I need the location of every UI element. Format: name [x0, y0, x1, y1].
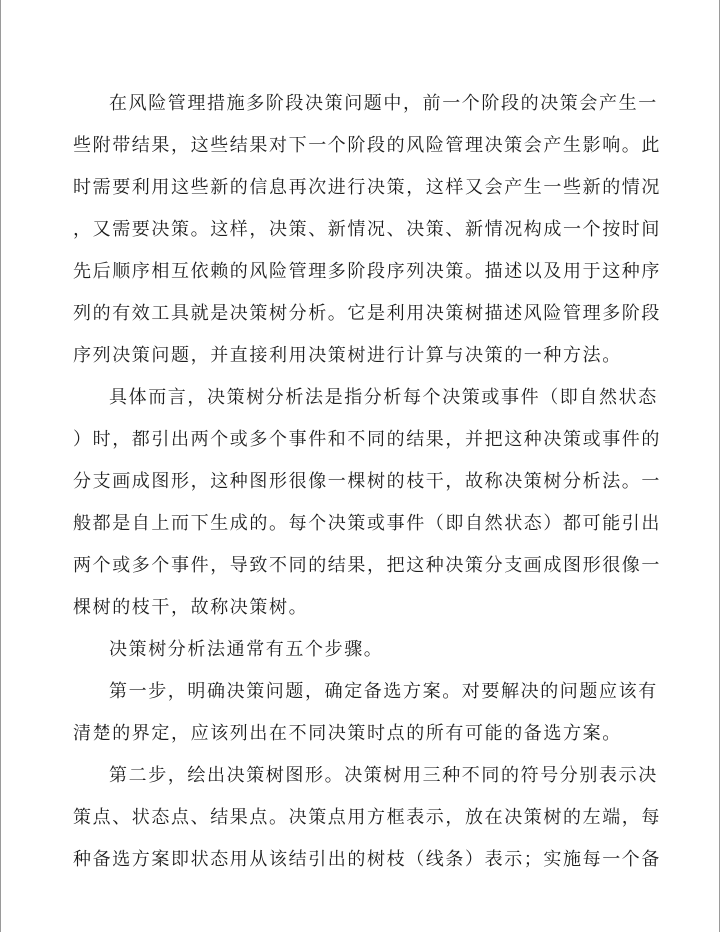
text-line: 分支画成图形，这种图形很像一棵树的枝干，故称决策树分析法。一 — [73, 471, 661, 492]
text-line: 棵树的枝干，故称决策树。 — [73, 597, 309, 618]
text-line: 先后顺序相互依赖的风险管理多阶段序列决策。描述以及用于这种序 — [73, 261, 661, 282]
text-line: 清楚的界定，应该列出在不同决策时点的所有可能的备选方案。 — [73, 723, 622, 744]
text-line: 两个或多个事件，导致不同的结果，把这种决策分支画成图形很像一 — [73, 555, 661, 576]
text-line: 第一步，明确决策问题，确定备选方案。对要解决的问题应该有 — [109, 681, 658, 702]
text-line: 种备选方案即状态用从该结引出的树枝（线条）表示；实施每一个备 — [73, 849, 661, 870]
text-line: 决策树分析法通常有五个步骤。 — [109, 639, 384, 660]
text-line: 具体而言，决策树分析法是指分析每个决策或事件（即自然状态 — [109, 387, 658, 408]
text-line: ，又需要决策。这样，决策、新情况、决策、新情况构成一个按时间 — [73, 219, 661, 240]
text-line: ）时，都引出两个或多个事件和不同的结果，并把这种决策或事件的 — [73, 429, 661, 450]
text-line: 第二步，绘出决策树图形。决策树用三种不同的符号分别表示决 — [109, 765, 658, 786]
text-line: 策点、状态点、结果点。决策点用方框表示，放在决策树的左端，每 — [73, 807, 661, 828]
text-line: 时需要利用这些新的信息再次进行决策，这样又会产生一些新的情况 — [73, 177, 661, 198]
text-line: 般都是自上而下生成的。每个决策或事件（即自然状态）都可能引出 — [73, 513, 661, 534]
text-line: 些附带结果，这些结果对下一个阶段的风险管理决策会产生影响。此 — [73, 135, 661, 156]
text-line: 序列决策问题，并直接利用决策树进行计算与决策的一种方法。 — [73, 345, 622, 366]
text-line: 列的有效工具就是决策树分析。它是利用决策树描述风险管理多阶段 — [73, 303, 661, 324]
text-line: 在风险管理措施多阶段决策问题中，前一个阶段的决策会产生一 — [109, 93, 658, 114]
